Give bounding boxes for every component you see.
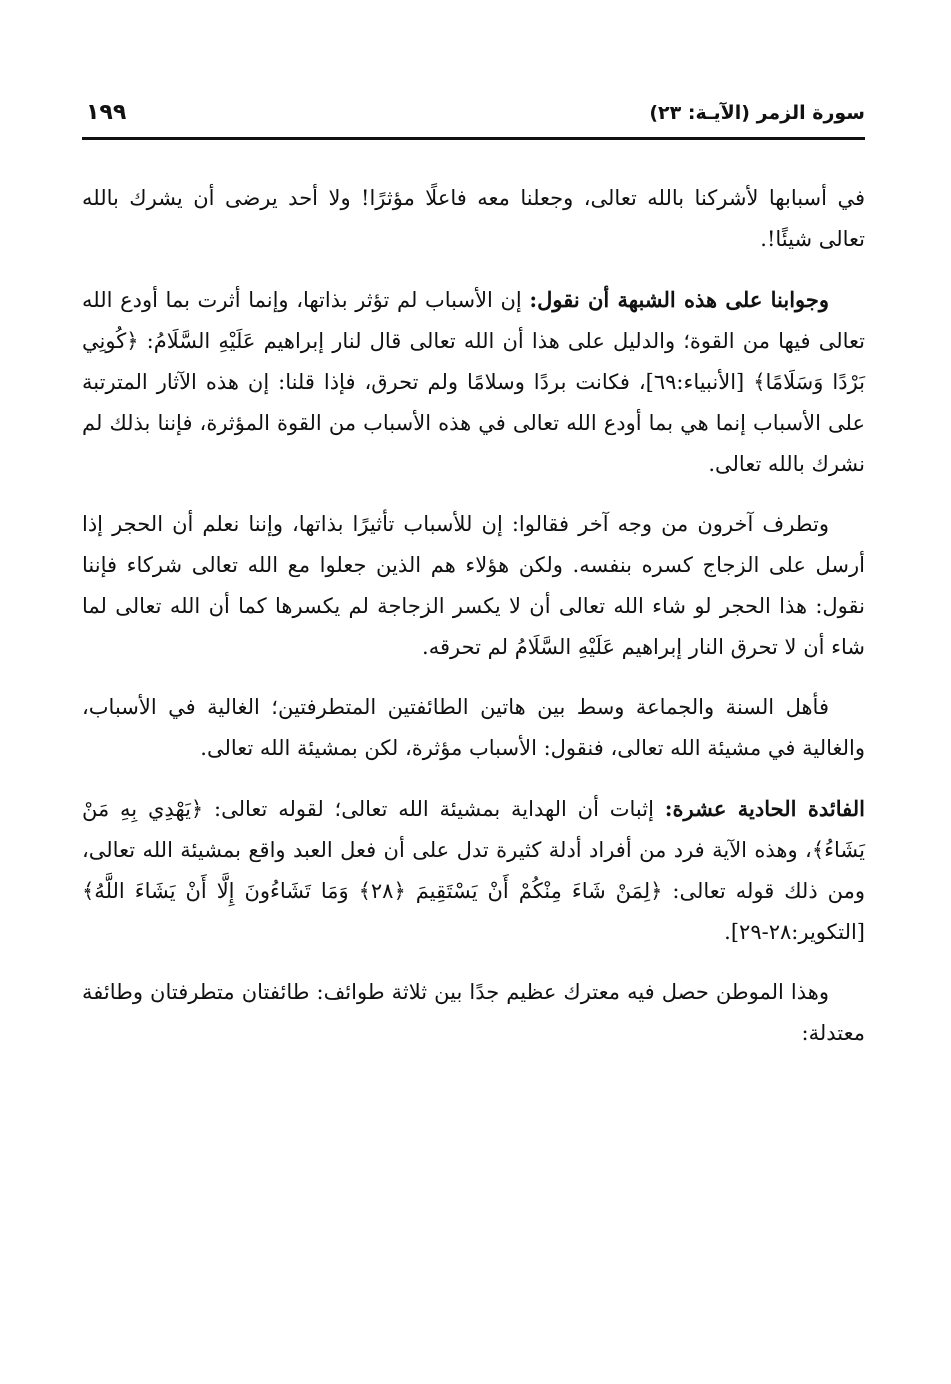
paragraph-4-text: فأهل السنة والجماعة وسط بين هاتين الطائفتين المتطرفتين؛ الغالية في الأسباب، والغالية في مشيئة الله تعالى، فنقول: الأسباب مؤثرة، لكن بمشيئة الله تعالى. — [82, 695, 865, 760]
paragraph-5 — [82, 788, 865, 953]
paragraph-1-text: في أسبابها لأشركنا بالله تعالى، وجعلنا معه فاعلًا مؤثرًا! ولا أحد يرضى أن يشرك بالله تعالى شيئًا!. — [82, 186, 865, 251]
body-text — [82, 178, 865, 1073]
paragraph-4 — [82, 687, 865, 769]
page-header — [82, 96, 865, 140]
paragraph-5-lead: الفائدة الحادية عشرة: — [664, 796, 866, 821]
paragraph-6 — [82, 972, 865, 1054]
paragraph-2 — [82, 279, 865, 485]
header-rule — [82, 137, 865, 140]
running-title: سورة الزمر (الآيـة: ٢٣) — [649, 102, 865, 124]
paragraph-3 — [82, 504, 865, 668]
paragraph-6-text: وهذا الموطن حصل فيه معترك عظيم جدًا بين ثلاثة طوائف: طائفتان متطرفتان وطائفة معتدلة: — [82, 980, 865, 1045]
paragraph-5-text: إثبات أن الهداية بمشيئة الله تعالى؛ لقوله تعالى: ﴿يَهْدِي بِهِ مَنْ يَشَاءُ﴾، وهذه الآية فرد من أفراد أدلة كثيرة تدل على أن فعل العبد واقع بمشيئة الله تعالى، ومن ذلك قوله تعالى: ﴿لِمَنْ شَاءَ مِنْكُمْ أَنْ يَسْتَقِيمَ ﴿٢٨﴾ وَمَا تَشَاءُونَ إِلَّا أَنْ يَشَاءَ اللَّهُ﴾ [التكوير:٢٨-٢٩]. — [82, 797, 865, 944]
paragraph-2-lead: وجوابنا على هذه الشبهة أن نقول: — [529, 287, 830, 312]
paragraph-1 — [82, 178, 865, 260]
page-number: ١٩٩ — [86, 100, 127, 125]
paragraph-3-text: وتطرف آخرون من وجه آخر فقالوا: إن للأسباب تأثيرًا بذاتها، وإننا نعلم أن الحجر إذا أرسل على الزجاج كسره بنفسه. ولكن هؤلاء هم الذين جعلوا مع الله تعالى شركاء فإننا نقول: هذا الحجر لو شاء الله تعالى أن لا يكسر الزجاجة لم يكسرها كما أن الله تعالى لما شاء أن لا تحرق النار إبراهيم عَلَيْهِ السَّلَامُ لم تحرقه. — [82, 512, 865, 659]
paragraph-2-text: إن الأسباب لم تؤثر بذاتها، وإنما أثرت بما أودع الله تعالى فيها من القوة؛ والدليل على هذا أن الله تعالى قال لنار إبراهيم عَلَيْهِ السَّلَامُ: ﴿كُونِي بَرْدًا وَسَلَامًا﴾ [الأنبياء:٦٩]، فكانت بردًا وسلامًا ولم تحرق، فإذا قلنا: إن هذه الآثار المترتبة على الأسباب إنما هي بما أودع الله تعالى في هذه الأسباب من القوة المؤثرة، فإننا بذلك لم نشرك بالله تعالى. — [82, 288, 865, 476]
